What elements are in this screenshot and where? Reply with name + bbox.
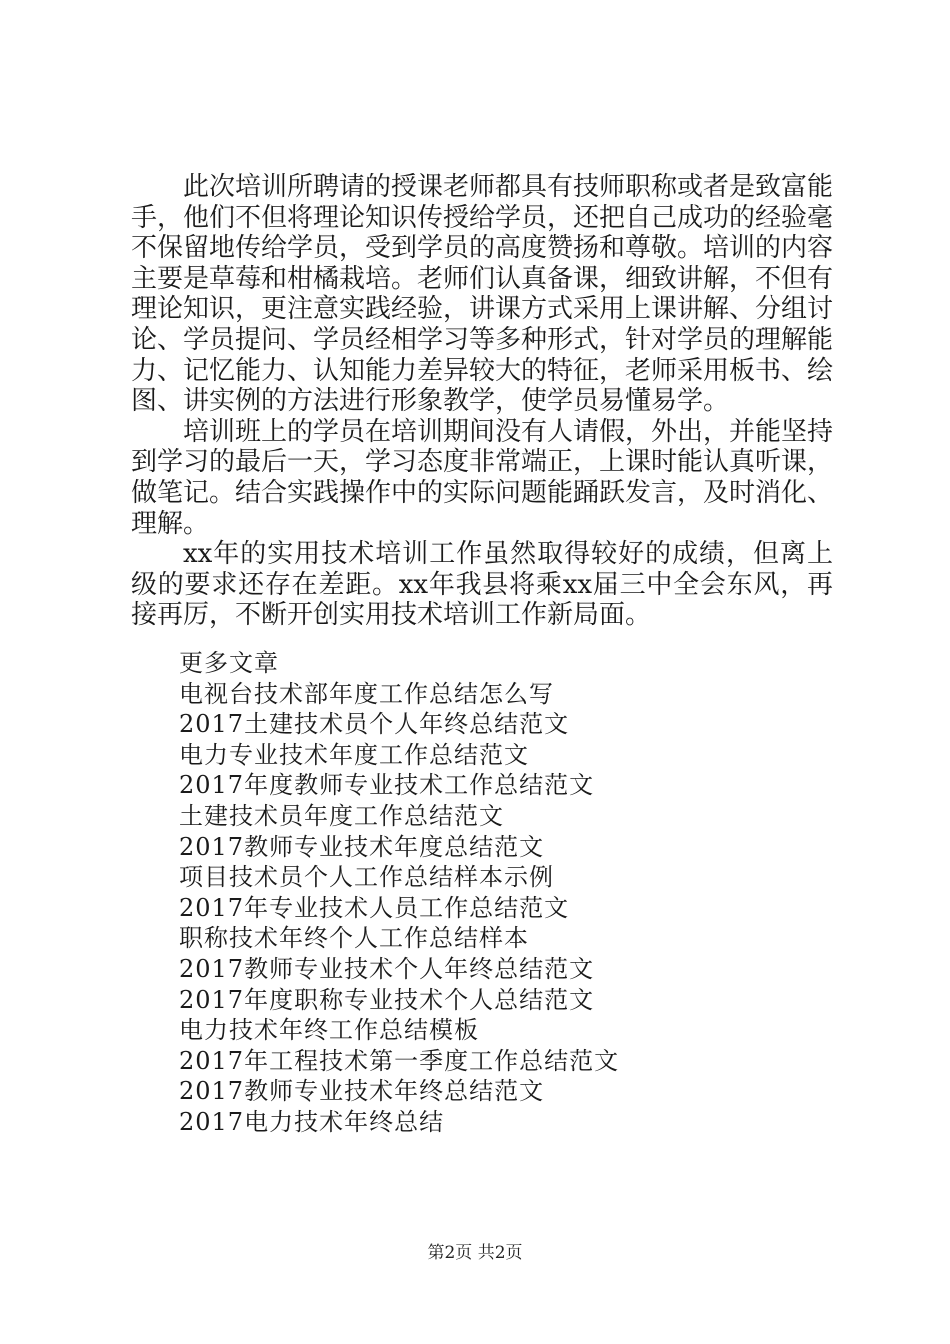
article-link[interactable]: 2017教师专业技术年终总结范文 — [179, 1077, 545, 1106]
body-text — [131, 172, 833, 631]
article-link[interactable]: 电力技术年终工作总结模板 — [179, 1016, 479, 1045]
article-link[interactable]: 土建技术员年度工作总结范文 — [179, 801, 504, 830]
more-articles-heading: 更多文章 — [179, 649, 279, 677]
article-link[interactable]: 职称技术年终个人工作总结样本 — [179, 924, 529, 953]
article-link[interactable]: 电视台技术部年度工作总结怎么写 — [179, 679, 554, 708]
article-link[interactable]: 2017年度职称专业技术个人总结范文 — [179, 985, 595, 1014]
article-link[interactable]: 项目技术员个人工作总结样本示例 — [179, 863, 554, 892]
paragraph-conclusion: xx年的实用技术培训工作虽然取得较好的成绩，但离上级的要求还存在差距。xx年我县将乘xx届三中全会东风，再接再厉，不断开创实用技术培训工作新局面。 — [131, 539, 833, 631]
page-footer: 第2页 共2页 — [427, 1243, 523, 1263]
paragraph-training-teachers: 此次培训所聘请的授课老师都具有技师职称或者是致富能手，他们不但将理论知识传授给学员，还把自己成功的经验毫不保留地传给学员，受到学员的高度赞扬和尊敬。培训的内容主要是草莓和柑橘栽培。老师们认真备课，细致讲解，不但有理论知识，更注意实践经验，讲课方式采用上课讲解、分组讨论、学员提问、学员经相学习等多种形式，针对学员的理解能力、记忆能力、认知能力差异较大的特征，老师采用板书、绘图、讲实例的方法进行形象教学，使学员易懂易学。 — [131, 172, 834, 417]
article-link[interactable]: 2017电力技术年终总结 — [179, 1107, 445, 1136]
article-link[interactable]: 2017年专业技术人员工作总结范文 — [179, 893, 570, 922]
article-link[interactable]: 2017教师专业技术个人年终总结范文 — [179, 954, 595, 983]
paragraph-trainees-attitude: 培训班上的学员在培训期间没有人请假，外出，并能坚持到学习的最后一天，学习态度非常端正，上课时能认真听课，做笔记。结合实践操作中的实际问题能踊跃发言，及时消化、理解。 — [131, 416, 834, 539]
article-link[interactable]: 2017教师专业技术年度总结范文 — [179, 832, 545, 861]
article-link[interactable]: 电力专业技术年度工作总结范文 — [179, 740, 529, 769]
article-link[interactable]: 2017年工程技术第一季度工作总结范文 — [179, 1046, 620, 1075]
more-articles-list — [179, 648, 833, 1138]
article-link[interactable]: 2017年度教师专业技术工作总结范文 — [179, 771, 595, 800]
article-link[interactable]: 2017土建技术员个人年终总结范文 — [179, 710, 570, 739]
